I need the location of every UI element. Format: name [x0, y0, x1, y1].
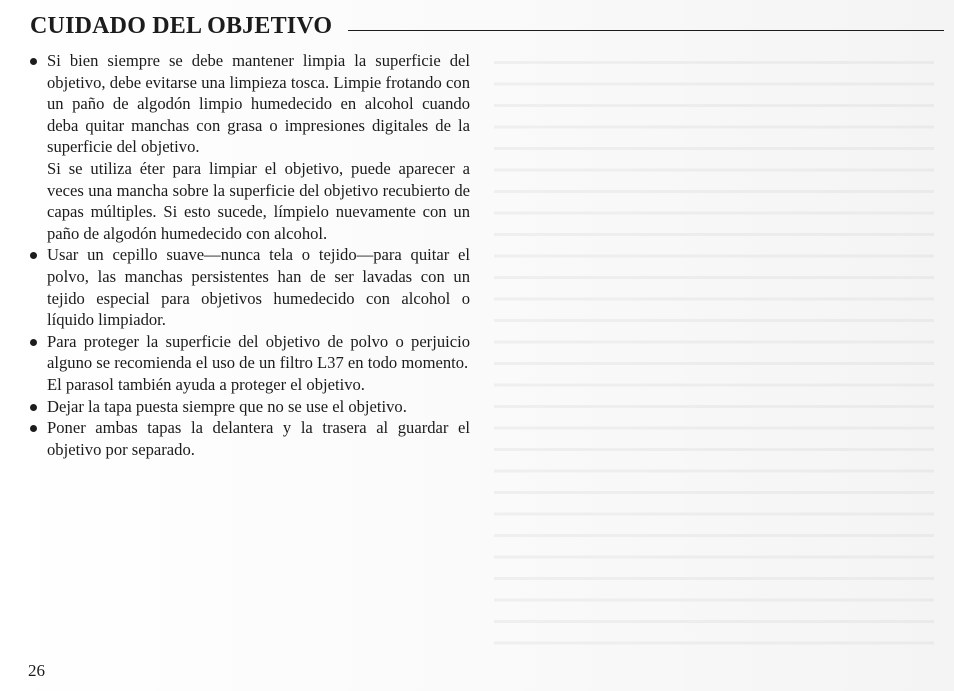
page-title: CUIDADO DEL OBJETIVO: [30, 13, 333, 39]
bullet-icon: [30, 339, 37, 346]
list-item: [28, 331, 470, 396]
item-paragraph: Dejar la tapa puesta siempre que no se use el objetivo.: [47, 396, 407, 416]
item-paragraph: Para proteger la superficie del objetivo de polvo o perjuicio alguno se recomienda el uso de un filtro L37 en todo momento.: [47, 331, 470, 373]
item-paragraph: El parasol también ayuda a proteger el objetivo.: [47, 374, 365, 394]
item-paragraph: Si se utiliza éter para limpiar el objetivo, puede aparecer a veces una mancha sobre la superficie del objetivo recubierto de capas múltiples. Si esto sucede, límpielo nuevamente con un paño de algodón humedecido con alcohol.: [47, 158, 470, 243]
item-paragraph: Si bien siempre se debe mantener limpia la superficie del objetivo, debe evitarse una limpieza tosca. Limpie frotando con un paño de algodón limpio humedecido en alcohol cuando deba quitar manchas con grasa o impresiones digitales de la superficie del objetivo.: [47, 51, 470, 157]
page-number: 26: [28, 661, 45, 680]
bullet-icon: [30, 425, 37, 432]
item-paragraph: Poner ambas tapas la delantera y la trasera al guardar el objetivo por separado.: [47, 418, 470, 459]
show-through-text: [494, 52, 934, 662]
list-item: [28, 50, 470, 244]
title-rule: [348, 30, 944, 31]
bullet-icon: [30, 404, 37, 411]
list-item: [28, 417, 470, 460]
bullet-icon: [30, 252, 37, 259]
list-item: [28, 396, 470, 418]
bullet-icon: [30, 58, 37, 65]
item-paragraph: Usar un cepillo suave—nunca tela o tejido—para quitar el polvo, las manchas persistentes han de ser lavadas con un tejido especial para objetivos humedecido con alcohol o líquido limpiador.: [47, 245, 470, 330]
list-item: [28, 244, 470, 330]
care-instructions: [28, 50, 470, 460]
section-header: [30, 10, 944, 42]
